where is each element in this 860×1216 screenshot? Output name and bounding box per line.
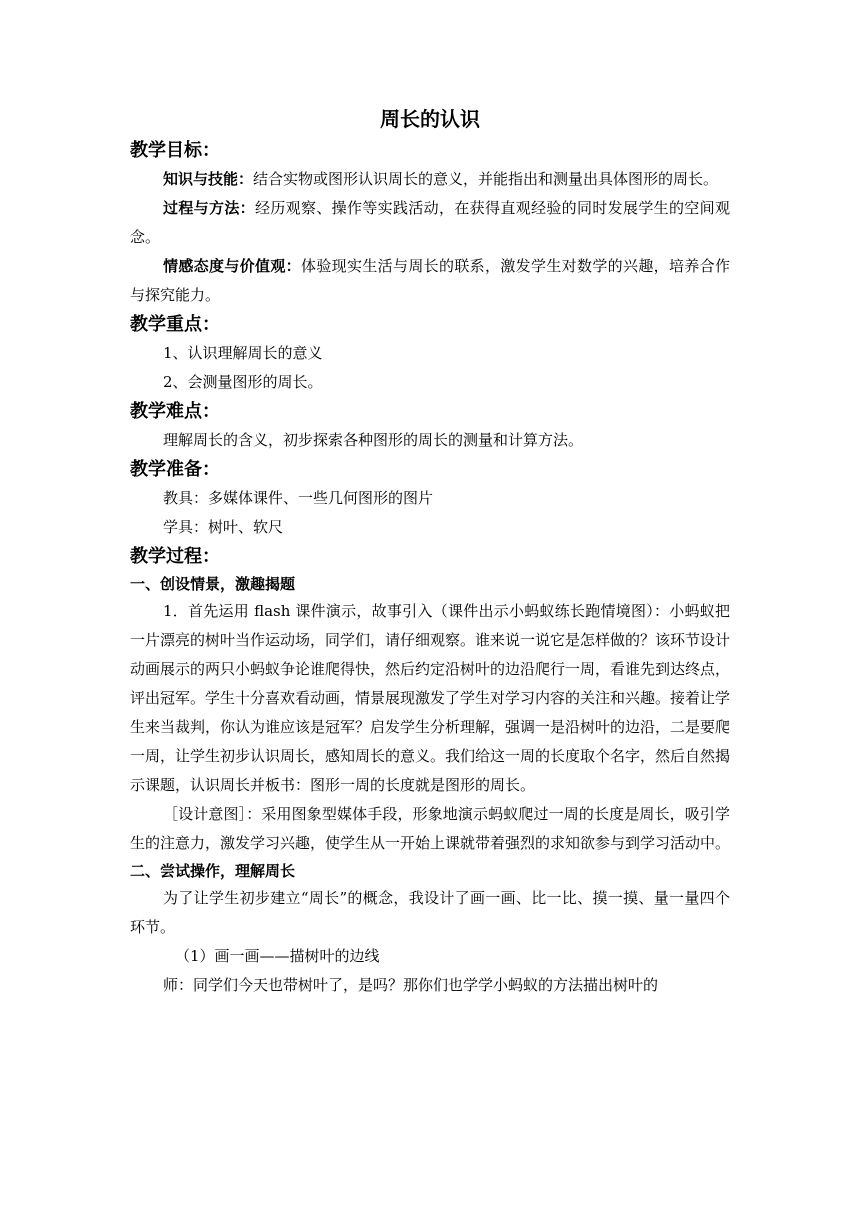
key-points-heading: 教学重点： (130, 314, 220, 335)
sub-step-heading: （1）画一画——描树叶的边线 (175, 947, 380, 965)
preparation-heading: 教学准备： (130, 459, 220, 480)
objective-label: 知识与技能： (163, 170, 254, 188)
design-intent-paragraph: ［设计意图］：采用图象型媒体手段，形象地演示蚂蚁爬过一周的长度是周长，吸引学生的注意力，激发学习兴趣，使学生从一开始上课就带着强烈的求知欲参与到学习活动中。 (130, 805, 731, 852)
paragraph: 1．首先运用 flash 课件演示，故事引入（课件出示小蚂蚁练长跑情境图）：小蚂蚁把一片漂亮的树叶当作运动场，同学们，请仔细观察。谁来说一说它是怎样做的？该环节设计动画展示的两只小蚂蚁争论谁爬得快，然后约定沿树叶的边沿爬行一周，看谁先到达终点，评出冠军。学生十分喜欢看动画，情景展现激发了学生对学习内容的关注和兴趣。接着让学生来当裁判，你认为谁应该是冠军？启发学生分析理解，强调一是沿树叶的边沿，二是要爬一周，让学生初步认识周长，感知周长的意义。我们给这一周的长度取个名字，然后自然揭示课题，认识周长并板书：图形一周的长度就是图形的周长。 (130, 602, 731, 794)
key-point-item: 1、认识理解周长的意义 (163, 344, 323, 362)
objective-text: 结合实物或图形认识周长的意义，并能指出和测量出具体图形的周长。 (253, 170, 719, 188)
objective-label: 过程与方法： (163, 199, 255, 217)
objective-text: 体验现实生活与周长的联系，激发学生对数学的兴趣，培养合作与探究能力。 (130, 257, 730, 304)
objective-label: 情感态度与价值观： (163, 257, 301, 275)
preparation-item: 教具：多媒体课件、一些几何图形的图片 (163, 489, 434, 507)
preparation-item: 学具：树叶、软尺 (163, 518, 284, 536)
process-heading: 教学过程： (130, 546, 220, 567)
document-page (130, 106, 730, 1000)
objective-knowledge (130, 165, 730, 194)
objectives-heading: 教学目标： (130, 140, 220, 161)
document-title: 周长的认识 (380, 107, 480, 131)
objective-attitude (130, 252, 730, 310)
section-heading: 一、创设情景，激趣揭题 (130, 575, 296, 593)
objective-process (130, 194, 730, 252)
section-heading: 二、尝试操作，理解周长 (130, 862, 296, 880)
difficulties-text: 理解周长的含义，初步探索各种图形的周长的测量和计算方法。 (163, 431, 584, 449)
paragraph: 为了让学生初步建立“周长”的概念，我设计了画一画、比一比、摸一摸、量一量四个环节。 (130, 889, 730, 936)
paragraph: 师：同学们今天也带树叶了，是吗？那你们也学学小蚂蚁的方法描出树叶的 (163, 976, 659, 994)
difficulties-heading: 教学难点： (130, 401, 220, 422)
key-point-item: 2、会测量图形的周长。 (163, 373, 323, 391)
objective-text: 经历观察、操作等实践活动，在获得直观经验的同时发展学生的空间观念。 (130, 199, 730, 246)
